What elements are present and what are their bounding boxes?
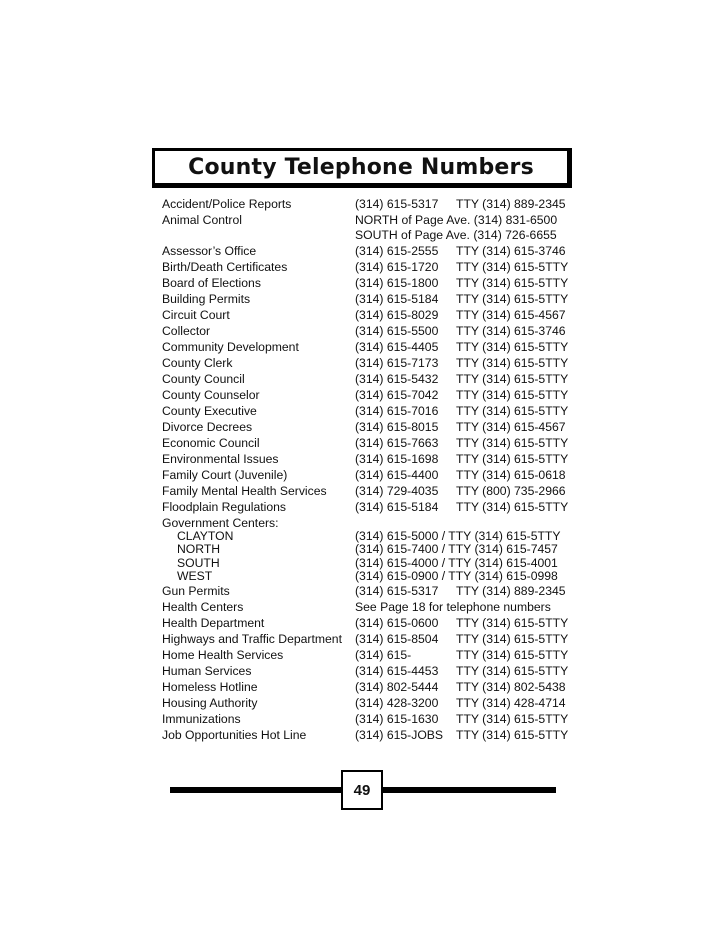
center-phone: (314) 615-5000 / TTY (314) 615-5TTY <box>355 528 561 543</box>
page-title: County Telephone Numbers <box>188 154 534 180</box>
entry-tty: TTY (314) 615-5TTY <box>456 647 569 662</box>
entry-label: Assessor’s Office <box>162 244 257 258</box>
entry-label: Accident/Police Reports <box>162 197 292 211</box>
directory-row <box>162 308 582 324</box>
directory-row <box>162 356 582 372</box>
entry-phone: (314) 615-7016 <box>355 404 439 418</box>
entry-tty: TTY (800) 735-2966 <box>456 484 566 498</box>
entry-tty: TTY (314) 615-5TTY <box>456 260 569 274</box>
entry-label: Family Court (Juvenile) <box>162 468 288 482</box>
directory-row <box>162 324 582 340</box>
entry-phone: (314) 729-4035 <box>355 484 439 498</box>
entry-label: Health Centers <box>162 599 244 614</box>
directory-row <box>162 648 582 664</box>
entry-phone: (314) 615-5432 <box>355 372 439 386</box>
entry-label: County Executive <box>162 404 257 418</box>
directory-row <box>162 452 582 468</box>
entry-tty: TTY (314) 802-5438 <box>456 679 566 694</box>
directory-row <box>162 696 582 712</box>
entry-tty: TTY (314) 889-2345 <box>456 197 566 211</box>
directory-row <box>162 244 582 260</box>
entry-phone: (314) 615-5317 <box>355 197 439 211</box>
directory-row <box>162 616 582 632</box>
entry-tty: TTY (314) 889-2345 <box>456 583 566 598</box>
directory-row <box>162 372 582 388</box>
entry-tty: TTY (314) 615-3746 <box>456 324 566 338</box>
entry-phone: (314) 615-8015 <box>355 420 439 434</box>
entry-tty: TTY (314) 615-4567 <box>456 308 566 322</box>
directory-row <box>162 436 582 452</box>
entry-label: Animal Control <box>162 212 242 227</box>
entry-tty: TTY (314) 615-0618 <box>456 468 566 482</box>
entry-tty: TTY (314) 615-5TTY <box>456 356 569 370</box>
entry-phone: See Page 18 for telephone numbers <box>355 599 551 614</box>
directory-row <box>162 468 582 484</box>
entry-label: Building Permits <box>162 292 251 306</box>
directory-row <box>162 484 582 500</box>
entry-tty: TTY (314) 615-5TTY <box>456 663 569 678</box>
directory-row <box>162 500 582 516</box>
directory-row <box>162 197 582 213</box>
entry-phone: (314) 615-4400 <box>355 468 439 482</box>
directory-row <box>162 728 582 744</box>
entry-label: Floodplain Regulations <box>162 500 286 514</box>
center-label: NORTH <box>177 542 221 556</box>
entry-label: Board of Elections <box>162 276 261 290</box>
entry-tty: TTY (314) 615-5TTY <box>456 276 569 290</box>
entry-label: Job Opportunities Hot Line <box>162 727 307 742</box>
entry-phone: (314) 615-5184 <box>355 500 439 514</box>
entry-label: Highways and Traffic Department <box>162 631 342 646</box>
entry-tty: TTY (314) 615-5TTY <box>456 436 569 450</box>
entry-label: Home Health Services <box>162 647 284 662</box>
government-center-row <box>162 543 582 557</box>
entry-phone: (314) 615-JOBS <box>355 727 444 742</box>
directory-row <box>162 680 582 696</box>
entry-tty: TTY (314) 615-5TTY <box>456 340 569 354</box>
entry-label: Human Services <box>162 663 252 678</box>
entry-tty: TTY (314) 615-5TTY <box>456 500 569 514</box>
entry-label: Gun Permits <box>162 583 230 598</box>
entry-tty: TTY (314) 615-5TTY <box>456 727 569 742</box>
entry-label: Economic Council <box>162 436 260 450</box>
entry-phone: (314) 615- <box>355 647 412 662</box>
entry-tty: TTY (314) 615-5TTY <box>456 615 569 630</box>
center-label: WEST <box>177 569 213 583</box>
entry-label: Environmental Issues <box>162 452 279 466</box>
entry-phone: (314) 615-1720 <box>355 260 439 274</box>
entry-phone: (314) 802-5444 <box>355 679 439 694</box>
entry-tty: TTY (314) 615-5TTY <box>456 292 569 306</box>
entry-phone: (314) 615-4405 <box>355 340 439 354</box>
entry-tty: TTY (314) 615-5TTY <box>456 372 569 386</box>
center-label: CLAYTON <box>177 528 234 543</box>
entry-phone: (314) 615-2555 <box>355 244 439 258</box>
entry-label: Government Centers: <box>162 515 279 530</box>
entry-tty: TTY (314) 615-5TTY <box>456 631 569 646</box>
entry-phone: (314) 615-4453 <box>355 663 439 678</box>
directory-row <box>162 420 582 436</box>
entry-label: Birth/Death Certificates <box>162 260 288 274</box>
entry-phone: (314) 615-7042 <box>355 388 439 402</box>
entry-phone: (314) 615-8029 <box>355 308 439 322</box>
entry-tty: TTY (314) 428-4714 <box>456 695 566 710</box>
directory-row <box>162 388 582 404</box>
entry-label: Homeless Hotline <box>162 679 258 694</box>
entry-label: Housing Authority <box>162 695 258 710</box>
directory-row <box>162 340 582 356</box>
entry-label: County Counselor <box>162 388 260 402</box>
directory-row <box>162 260 582 276</box>
directory-row <box>162 664 582 680</box>
entry-tty: TTY (314) 615-5TTY <box>456 388 569 402</box>
center-label: SOUTH <box>177 555 220 570</box>
entry-label: Circuit Court <box>162 308 230 322</box>
entry-phone: (314) 615-5317 <box>355 583 439 598</box>
entry-label: County Clerk <box>162 356 233 370</box>
entry-tty: TTY (314) 615-3746 <box>456 244 566 258</box>
entry-tty: TTY (314) 615-5TTY <box>456 711 569 726</box>
directory-row-continued <box>162 228 582 244</box>
entry-tty: TTY (314) 615-5TTY <box>456 452 569 466</box>
telephone-directory <box>162 197 582 743</box>
entry-label: County Council <box>162 372 245 386</box>
title-box <box>152 148 572 188</box>
entry-tty: TTY (314) 615-5TTY <box>456 404 569 418</box>
directory-row <box>162 584 582 600</box>
entry-phone: (314) 615-7173 <box>355 356 439 370</box>
entry-phone: (314) 615-1630 <box>355 711 439 726</box>
entry-phone: NORTH of Page Ave. (314) 831-6500 <box>355 212 558 227</box>
government-center-row <box>162 530 582 544</box>
entry-phone: (314) 615-1800 <box>355 276 439 290</box>
directory-row <box>162 404 582 420</box>
entry-phone: (314) 615-8504 <box>355 631 439 646</box>
directory-row <box>162 600 582 616</box>
entry-phone: (314) 615-7663 <box>355 436 439 450</box>
directory-row <box>162 632 582 648</box>
entry-label: Family Mental Health Services <box>162 484 327 498</box>
directory-row <box>162 292 582 308</box>
entry-label: Health Department <box>162 615 265 630</box>
entry-label: Immunizations <box>162 711 241 726</box>
government-center-row <box>162 557 582 571</box>
directory-row <box>162 213 582 229</box>
entry-phone: (314) 615-5500 <box>355 324 439 338</box>
entry-label: Collector <box>162 324 211 338</box>
government-centers-heading <box>162 516 582 530</box>
center-phone: (314) 615-7400 / TTY (314) 615-7457 <box>355 542 558 556</box>
entry-label: Community Development <box>162 340 299 354</box>
entry-label: Divorce Decrees <box>162 420 253 434</box>
entry-phone: SOUTH of Page Ave. (314) 726-6655 <box>355 228 557 242</box>
entry-phone: (314) 428-3200 <box>355 695 439 710</box>
center-phone: (314) 615-4000 / TTY (314) 615-4001 <box>355 555 558 570</box>
entry-phone: (314) 615-1698 <box>355 452 439 466</box>
government-center-row <box>162 570 582 584</box>
page-number: 49 <box>341 770 383 810</box>
center-phone: (314) 615-0900 / TTY (314) 615-0998 <box>355 569 558 583</box>
entry-phone: (314) 615-0600 <box>355 615 439 630</box>
entry-tty: TTY (314) 615-4567 <box>456 420 566 434</box>
entry-phone: (314) 615-5184 <box>355 292 439 306</box>
directory-row <box>162 712 582 728</box>
directory-row <box>162 276 582 292</box>
